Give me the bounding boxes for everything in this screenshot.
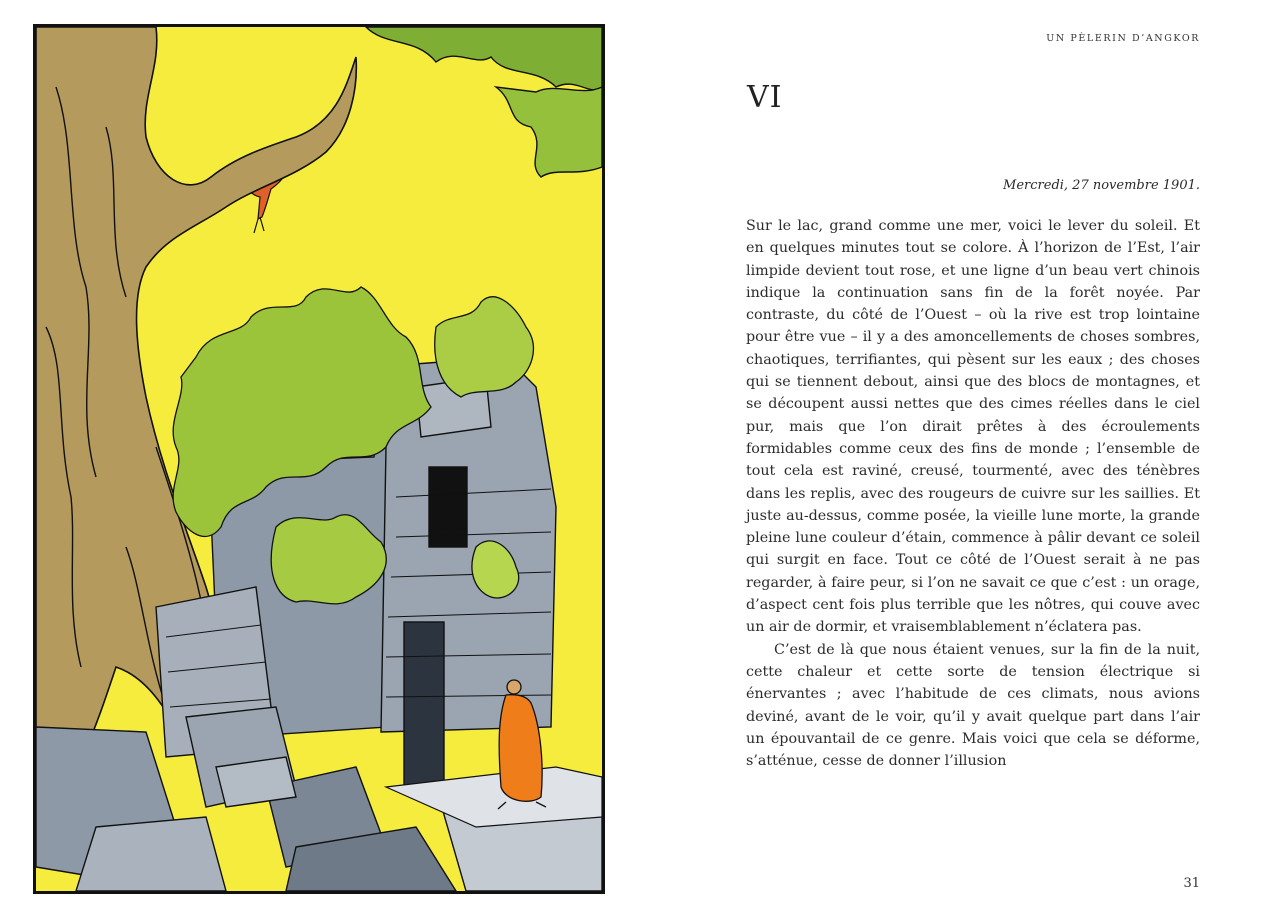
illustration-artwork (36, 27, 602, 891)
dateline: Mercredi, 27 novembre 1901. (1003, 178, 1200, 193)
paragraph: Sur le lac, grand comme une mer, voici le lever du soleil. Et en quelques minutes tout se colore. À l’horizon de l’Est, l’air limpide devient tout rose, et une ligne d’un beau vert chinois indique la continuation sans fin de la forêt noyée. Par contraste, du côté de l’Ouest – où la rive est trop lointaine pour être vue – il y a des amoncellements de choses sombres, chaotiques, terrifiantes, qui pèsent sur les eaux ; des choses qui se tiennent debout, ainsi que des blocs de montagnes, et se découpent aussi nettes que des cimes réelles dans le ciel pur, mais que l’on dirait prêtes à des écroulements formidables comme ceux des fins de monde ; l’ensemble de tout cela est raviné, creusé, tourmenté, avec des ténèbres dans les replis, avec des rougeurs de cuivre sur les saillies. Et juste au-dessus, comme posée, la vieille lune morte, la grande pleine lune couleur d’étain, commence à pâlir devant ce soleil qui surgit en face. Tout ce côté de l’Ouest serait à ne pas regarder, à faire peur, si l’on ne savait ce que c’est : un orage, d’aspect cent fois plus terrible que les nôtres, qui couve avec un air de dormir, et vraisemblablement n’éclatera pas. (746, 218, 1200, 636)
page-number: 31 (1183, 876, 1200, 891)
paragraph: C’est de là que nous étaient venues, sur la fin de la nuit, cette chaleur et cette sorte de tension électrique si énervantes ; avec l’habitude de ces climats, nous avions deviné, avant de le voir, qu’il y avait quelque part dans l’air un épouvantail de ce genre. Mais voici que cela se déforme, s’atténue, cesse de donner l’illusion (746, 641, 1200, 770)
illustration (33, 24, 605, 894)
chapter-number: VI (747, 80, 783, 115)
right-page (640, 0, 1280, 915)
running-head: UN PÈLERIN D’ANGKOR (1046, 33, 1200, 44)
body-text (746, 215, 1200, 772)
